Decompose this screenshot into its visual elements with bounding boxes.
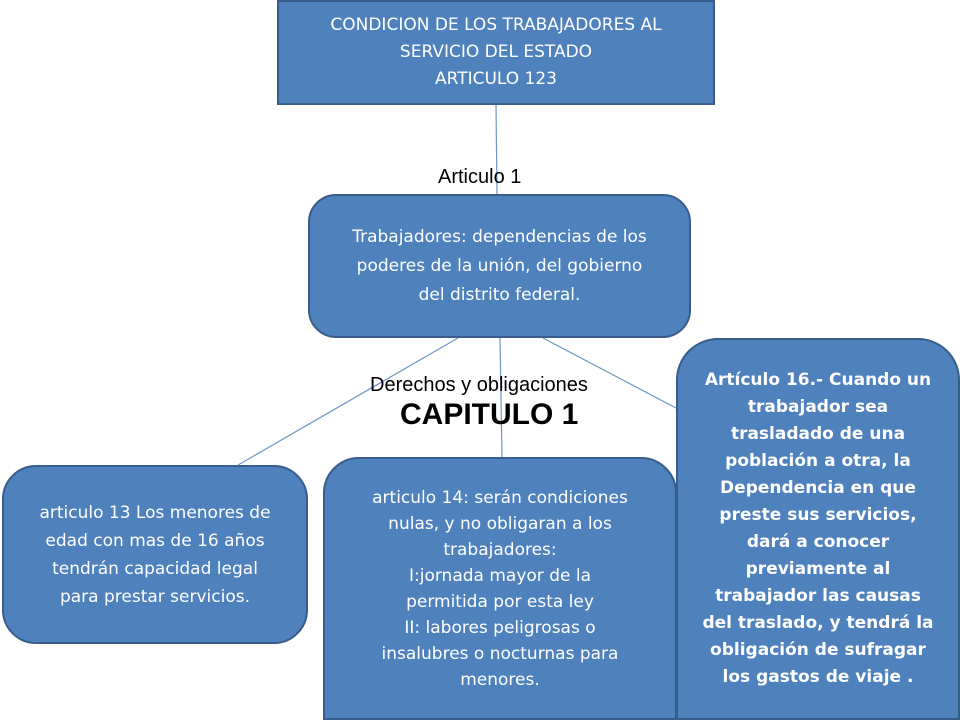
article1-node-text: Trabajadores: dependencias de los poderes de la unión, del gobierno del distrito federal. [352, 226, 647, 305]
article14-node [323, 457, 677, 720]
article14-node-text: articulo 14: serán condiciones nulas, y no obligaran a los trabajadores: I:jornada mayor de la permitida por esta ley II: labores peligrosas o insalubres o nocturnas para menores. [372, 487, 628, 690]
article16-node [676, 338, 960, 720]
article1-label: Articulo 1 [438, 166, 522, 188]
root-node-text: CONDICION DE LOS TRABAJADORES AL SERVICIO DEL ESTADO ARTICULO 123 [330, 15, 662, 89]
chapter-label: CAPITULO 1 [400, 398, 579, 431]
article1-node [308, 194, 691, 338]
root-node-condicion-trabajadores [277, 0, 715, 105]
rights-obligations-label: Derechos y obligaciones [370, 374, 588, 396]
article16-node-text: Artículo 16.- Cuando un trabajador sea trasladado de una población a otra, la Dependencia en que preste sus servicios, dará a conocer previamente al trabajador las causas del traslado, y tendrá la obligación de sufragar los gastos de viaje . [702, 370, 934, 687]
article13-node-text: articulo 13 Los menores de edad con mas de 16 años tendrán capacidad legal para prestar servicios. [39, 502, 271, 607]
article13-node [2, 465, 308, 644]
